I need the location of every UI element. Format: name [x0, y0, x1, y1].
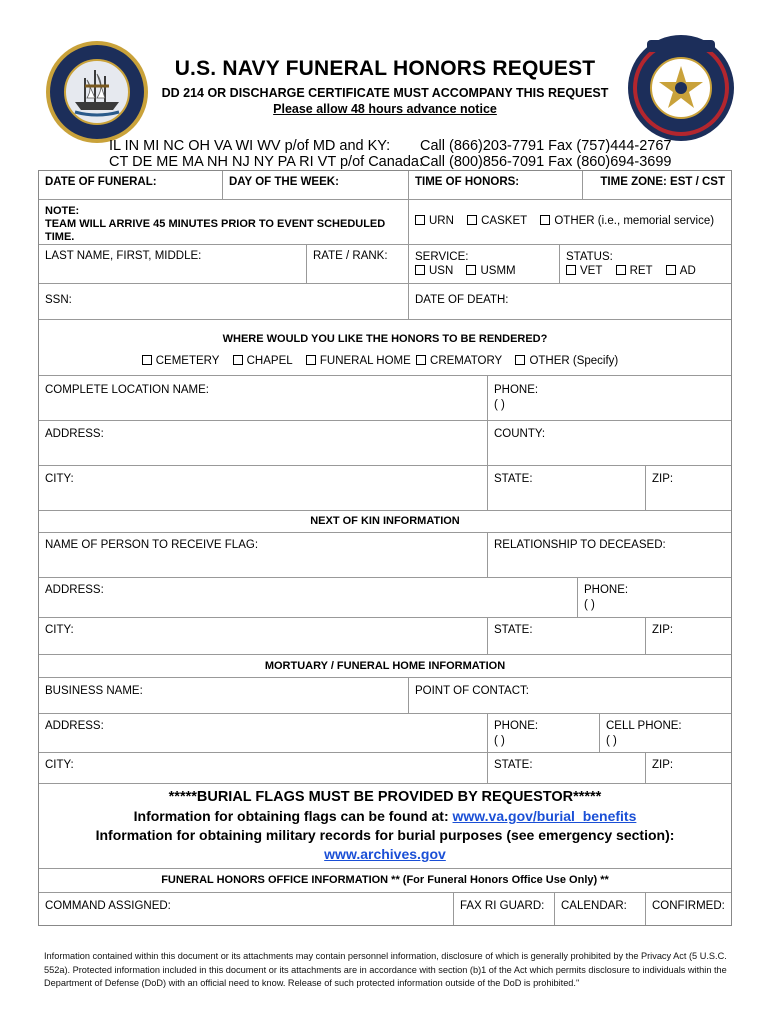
location-address-field[interactable]: ADDRESS:: [39, 421, 488, 465]
command-assigned-field[interactable]: COMMAND ASSIGNED:: [39, 893, 454, 925]
time-zone-field[interactable]: TIME ZONE: EST / CST: [600, 176, 725, 188]
usn-checkbox[interactable]: [415, 265, 425, 275]
arrival-note: NOTE: TEAM WILL ARRIVE 45 MINUTES PRIOR TO EVENT SCHEDULED TIME.: [39, 200, 409, 244]
nok-phone-field[interactable]: PHONE: ( ): [584, 584, 629, 611]
page-title: U.S. NAVY FUNERAL HONORS REQUEST: [174, 57, 596, 80]
point-of-contact-field[interactable]: POINT OF CONTACT:: [415, 685, 529, 697]
fax-ri-guard-field[interactable]: FAX RI GUARD:: [454, 893, 555, 925]
status-field: STATUS: VET RET AD: [566, 251, 696, 277]
crematory-option[interactable]: CREMATORY: [416, 350, 502, 372]
honors-request-form: [38, 170, 732, 926]
day-of-week-field[interactable]: DAY OF THE WEEK:: [223, 171, 409, 199]
cemetery-checkbox[interactable]: [142, 355, 152, 365]
rate-rank-field[interactable]: RATE / RANK:: [307, 245, 409, 283]
usmm-checkbox[interactable]: [466, 265, 476, 275]
chapel-checkbox[interactable]: [233, 355, 243, 365]
form-header: [0, 0, 770, 180]
mortuary-header: MORTUARY / FUNERAL HOME INFORMATION: [264, 660, 506, 672]
burial-flags-info: *****BURIAL FLAGS MUST BE PROVIDED BY REQUESTOR***** Information for obtaining flags can be found at: www.va.gov/burial_benefits Information for obtaining military records for burial purposes (see emergency section): www.archives.gov: [95, 789, 675, 862]
nok-city-field[interactable]: CITY:: [39, 618, 488, 654]
vet-checkbox[interactable]: [566, 265, 576, 275]
other-location-checkbox[interactable]: [515, 355, 525, 365]
crematory-checkbox[interactable]: [416, 355, 426, 365]
confirmed-field[interactable]: CONFIRMED:: [652, 900, 725, 912]
location-county-field[interactable]: COUNTY:: [494, 428, 546, 440]
location-phone-field[interactable]: PHONE: ( ): [494, 384, 539, 411]
ad-option[interactable]: AD: [666, 264, 696, 278]
location-name-field[interactable]: COMPLETE LOCATION NAME:: [39, 376, 488, 420]
casket-checkbox[interactable]: [467, 215, 477, 225]
flag-recipient-field[interactable]: NAME OF PERSON TO RECEIVE FLAG:: [39, 533, 488, 577]
urn-option[interactable]: URN: [415, 215, 454, 227]
mortuary-zip-field[interactable]: ZIP:: [652, 759, 674, 771]
ret-option[interactable]: RET: [616, 264, 653, 278]
other-service-checkbox[interactable]: [540, 215, 550, 225]
mortuary-address-field[interactable]: ADDRESS:: [39, 714, 488, 752]
funeral-home-checkbox[interactable]: [306, 355, 316, 365]
honors-location-selection: WHERE WOULD YOU LIKE THE HONORS TO BE RENDERED? CEMETERY CHAPEL FUNERAL HOME CREMATORY OTHER (Specify): [39, 320, 731, 375]
vet-option[interactable]: VET: [566, 264, 602, 278]
service-type-options: [409, 200, 731, 244]
usn-option[interactable]: USN: [415, 264, 453, 278]
deceased-name-field[interactable]: LAST NAME, FIRST, MIDDLE:: [39, 245, 307, 283]
region-1-contact: Call (866)203-7791 Fax (757)444-2767: [420, 138, 672, 154]
mortuary-state-field[interactable]: STATE:: [488, 753, 646, 783]
ret-checkbox[interactable]: [616, 265, 626, 275]
mortuary-cell-phone-field[interactable]: CELL PHONE: ( ): [606, 720, 682, 747]
mortuary-phone-field[interactable]: PHONE: ( ): [488, 714, 600, 752]
cemetery-option[interactable]: CEMETERY: [142, 350, 220, 372]
location-state-field[interactable]: STATE:: [488, 466, 646, 510]
archives-link[interactable]: www.archives.gov: [324, 846, 446, 862]
navy-seal-icon: [45, 40, 149, 144]
next-of-kin-header: NEXT OF KIN INFORMATION: [310, 515, 460, 527]
privacy-act-notice: Information contained within this document or its attachments may contain personnel information, disclosure of which is generally prohibited by the Privacy Act (5 U.S.C. 552a). Protected information included in this document or its attachments are in accordance with section (b)1 of the Act which permits disclosure to individuals within the Department of Defense (DoD) with an official need to know. Release of such protected information outside of the DoD is prohibited.": [44, 951, 727, 988]
nok-state-field[interactable]: STATE:: [488, 618, 646, 654]
business-name-field[interactable]: BUSINESS NAME:: [39, 678, 409, 713]
location-city-field[interactable]: CITY:: [39, 466, 488, 510]
calendar-field[interactable]: CALENDAR:: [555, 893, 646, 925]
relationship-field[interactable]: RELATIONSHIP TO DECEASED:: [494, 539, 666, 551]
urn-checkbox[interactable]: [415, 215, 425, 225]
casket-option[interactable]: CASKET: [467, 215, 527, 227]
mortuary-city-field[interactable]: CITY:: [39, 753, 488, 783]
service-field: SERVICE: USN USMM: [409, 245, 560, 283]
other-service-option[interactable]: OTHER (i.e., memorial service): [540, 215, 714, 227]
ssn-field[interactable]: SSN:: [39, 284, 409, 319]
region-2-contact: Call (800)856-7091 Fax (860)694-3699: [420, 154, 672, 170]
advance-notice: Please allow 48 hours advance notice: [273, 102, 497, 116]
other-location-option[interactable]: OTHER (Specify): [515, 350, 618, 372]
ad-checkbox[interactable]: [666, 265, 676, 275]
date-of-death-field[interactable]: DATE OF DEATH:: [415, 294, 509, 306]
location-zip-field[interactable]: ZIP:: [652, 473, 674, 485]
va-burial-benefits-link[interactable]: www.va.gov/burial_benefits: [452, 808, 637, 824]
region-2-states: CT DE ME MA NH NJ NY PA RI VT p/of Canada:: [109, 154, 424, 170]
office-use-header: FUNERAL HONORS OFFICE INFORMATION ** (For Funeral Honors Office Use Only) **: [161, 874, 609, 886]
time-of-honors-field[interactable]: TIME OF HONORS:: [409, 171, 583, 199]
region-1-states: IL IN MI NC OH VA WI WV p/of MD and KY:: [109, 138, 391, 154]
date-of-funeral-field[interactable]: DATE OF FUNERAL:: [39, 171, 223, 199]
nok-zip-field[interactable]: ZIP:: [652, 624, 674, 636]
region-mid-atlantic-seal-icon: [627, 34, 735, 142]
usmm-option[interactable]: USMM: [466, 264, 515, 278]
nok-address-field[interactable]: ADDRESS:: [39, 578, 578, 617]
chapel-option[interactable]: CHAPEL: [233, 350, 293, 372]
dd214-requirement: DD 214 OR DISCHARGE CERTIFICATE MUST ACCOMPANY THIS REQUEST: [161, 86, 609, 100]
funeral-home-option[interactable]: FUNERAL HOME: [306, 350, 411, 372]
